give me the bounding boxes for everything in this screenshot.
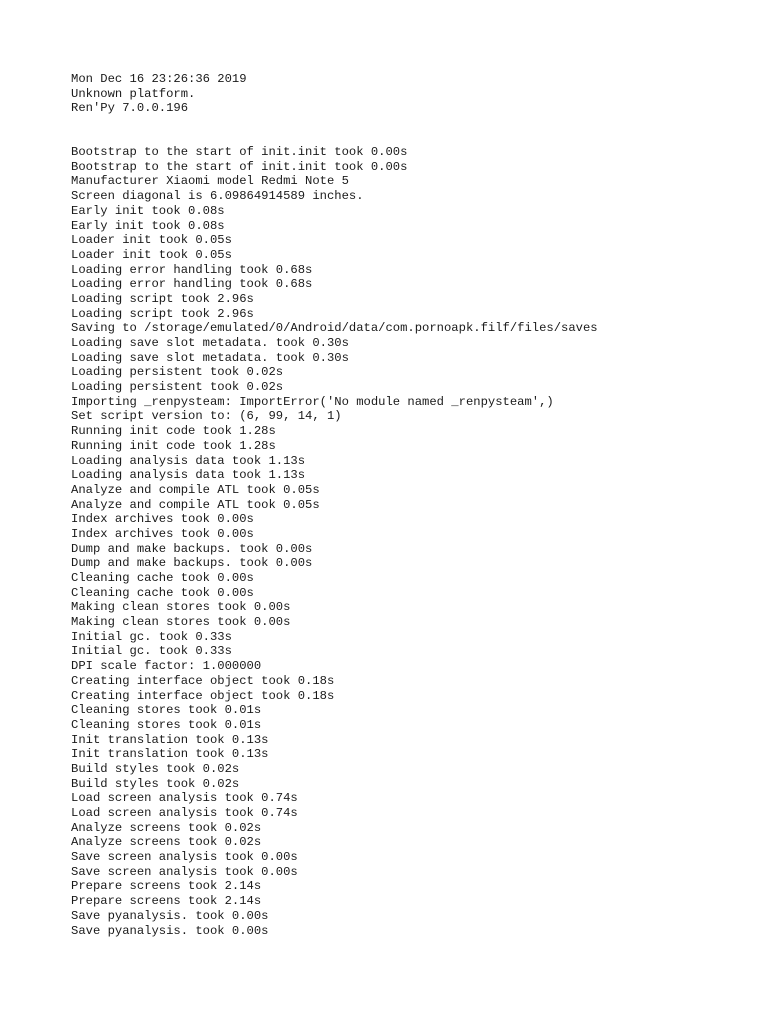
log-line: Analyze screens took 0.02s xyxy=(71,835,262,850)
log-line: Initial gc. took 0.33s xyxy=(71,629,232,644)
log-line: Manufacturer Xiaomi model Redmi Note 5 xyxy=(71,174,349,189)
log-line: Screen diagonal is 6.09864914589 inches. xyxy=(71,189,364,204)
log-line: Loader init took 0.05s xyxy=(71,233,232,248)
log-line: Analyze and compile ATL took 0.05s xyxy=(71,482,320,497)
log-line: Set script version to: (6, 99, 14, 1) xyxy=(71,409,342,424)
log-header xyxy=(71,72,761,116)
log-line: Loader init took 0.05s xyxy=(71,247,232,262)
log-line: Bootstrap to the start of init.init took 0.00s xyxy=(71,145,408,160)
log-line: Making clean stores took 0.00s xyxy=(71,615,291,630)
log-line: Loading error handling took 0.68s xyxy=(71,277,313,292)
log-line: Loading save slot metadata. took 0.30s xyxy=(71,350,349,365)
log-line: Prepare screens took 2.14s xyxy=(71,894,262,909)
log-line: Cleaning cache took 0.00s xyxy=(71,571,254,585)
log-line: Creating interface object took 0.18s xyxy=(71,688,335,703)
log-line: Loading persistent took 0.02s xyxy=(71,380,284,395)
log-line: Making clean stores took 0.00s xyxy=(71,600,291,615)
log-line: Cleaning cache took 0.00s xyxy=(71,585,254,600)
log-line: Creating interface object took 0.18s xyxy=(71,673,335,688)
log-line: Importing _renpysteam: ImportError('No module named _renpysteam',) xyxy=(71,394,554,409)
log-line: Bootstrap to the start of init.init took 0.00s xyxy=(71,159,408,174)
log-line: Early init took 0.08s xyxy=(71,203,225,218)
log-line: Analyze and compile ATL took 0.05s xyxy=(71,497,320,512)
log-line: Loading persistent took 0.02s xyxy=(71,365,284,380)
header-line: Unknown platform. xyxy=(71,86,196,101)
log-line: Dump and make backups. took 0.00s xyxy=(71,541,313,556)
log-line: Early init took 0.08s xyxy=(71,218,225,233)
log-line: Save screen analysis took 0.00s xyxy=(71,864,298,879)
header-line: Mon Dec 16 23:26:36 2019 xyxy=(71,72,247,86)
log-line: Save screen analysis took 0.00s xyxy=(71,850,298,865)
header-line: Ren'Py 7.0.0.196 xyxy=(71,101,189,116)
log-document xyxy=(71,72,761,938)
log-line: Cleaning stores took 0.01s xyxy=(71,717,262,732)
log-line: Prepare screens took 2.14s xyxy=(71,879,262,894)
log-line: Index archives took 0.00s xyxy=(71,512,254,527)
log-line: Cleaning stores took 0.01s xyxy=(71,703,262,718)
log-line: Save pyanalysis. took 0.00s xyxy=(71,923,269,938)
log-line: Load screen analysis took 0.74s xyxy=(71,791,298,806)
log-line: Index archives took 0.00s xyxy=(71,526,254,541)
log-line: Running init code took 1.28s xyxy=(71,424,276,439)
log-line: Dump and make backups. took 0.00s xyxy=(71,556,313,571)
log-line: Loading error handling took 0.68s xyxy=(71,262,313,277)
log-line: Build styles took 0.02s xyxy=(71,776,240,791)
log-line: Init translation took 0.13s xyxy=(71,732,269,747)
log-line: Build styles took 0.02s xyxy=(71,761,240,776)
log-line: Loading save slot metadata. took 0.30s xyxy=(71,336,349,350)
log-line: Loading script took 2.96s xyxy=(71,291,254,306)
log-line: Loading script took 2.96s xyxy=(71,306,254,321)
log-line: DPI scale factor: 1.000000 xyxy=(71,659,262,674)
log-body xyxy=(71,145,761,938)
log-line: Loading analysis data took 1.13s xyxy=(71,468,306,483)
log-line: Loading analysis data took 1.13s xyxy=(71,453,306,468)
log-line: Analyze screens took 0.02s xyxy=(71,820,262,835)
log-line: Running init code took 1.28s xyxy=(71,438,276,453)
log-line: Init translation took 0.13s xyxy=(71,747,269,762)
log-line: Load screen analysis took 0.74s xyxy=(71,806,298,820)
log-line: Save pyanalysis. took 0.00s xyxy=(71,908,269,923)
log-line: Saving to /storage/emulated/0/Android/data/com.pornoapk.filf/files/saves xyxy=(71,321,598,336)
log-line: Initial gc. took 0.33s xyxy=(71,644,232,659)
